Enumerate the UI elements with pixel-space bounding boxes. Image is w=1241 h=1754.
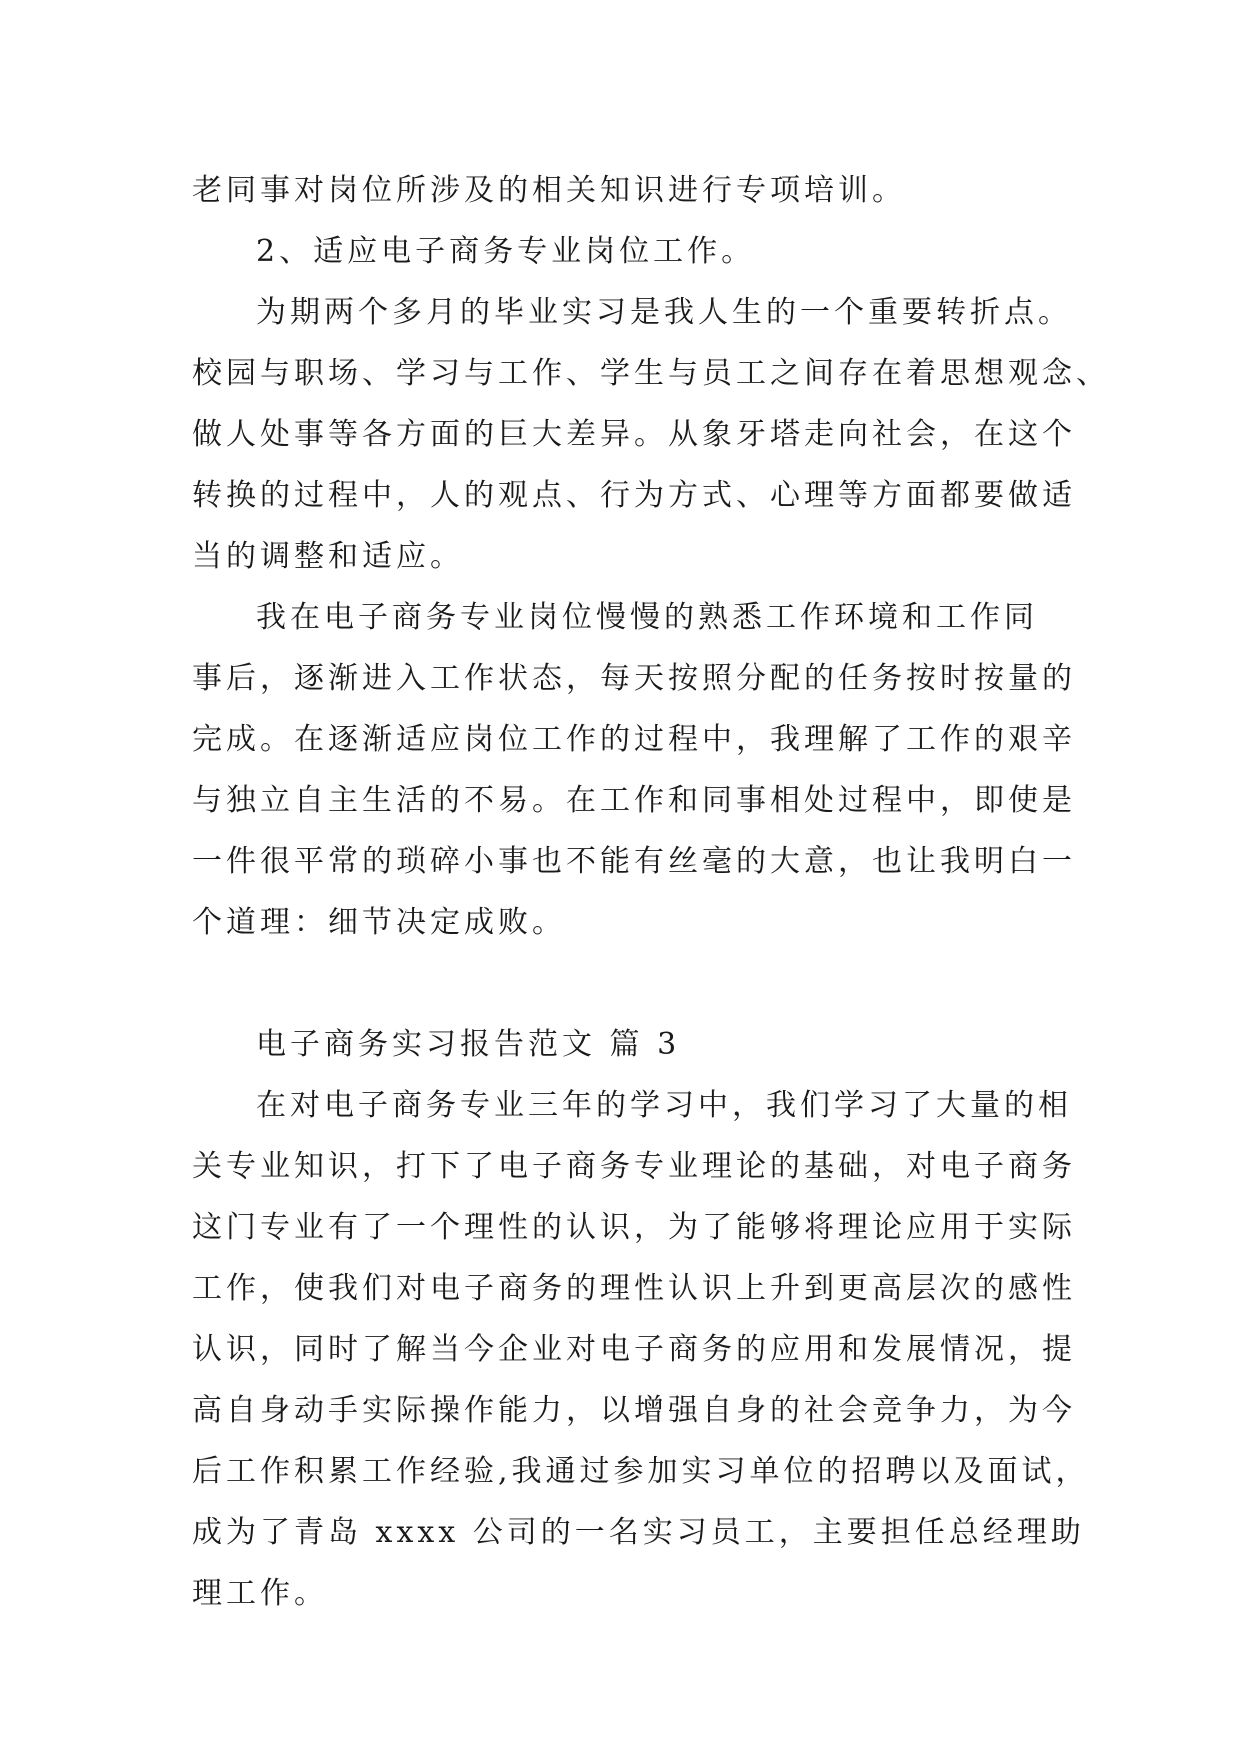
paragraph-line: 当的调整和适应。 (192, 539, 464, 574)
section-title: 电子商务实习报告范文 篇 3 (256, 1027, 681, 1062)
paragraph-line: 认识，同时了解当今企业对电子商务的应用和发展情况，提 (192, 1332, 1076, 1367)
paragraph-line: 完成。在逐渐适应岗位工作的过程中，我理解了工作的艰辛 (192, 722, 1076, 757)
paragraph-line: 工作，使我们对电子商务的理性认识上升到更高层次的感性 (192, 1271, 1076, 1306)
paragraph-line: 这门专业有了一个理性的认识，为了能够将理论应用于实际 (192, 1210, 1076, 1245)
paragraph-line: 后工作积累工作经验,我通过参加实习单位的招聘以及面试， (192, 1454, 1090, 1489)
paragraph-line: 在对电子商务专业三年的学习中，我们学习了大量的相 (256, 1088, 1072, 1123)
section-spacer (192, 953, 1072, 1014)
paragraph-line: 转换的过程中，人的观点、行为方式、心理等方面都要做适 (192, 478, 1076, 513)
paragraph-line: 我在电子商务专业岗位慢慢的熟悉工作环境和工作同 (256, 600, 1038, 635)
paragraph-line: 理工作。 (192, 1576, 328, 1611)
paragraph-line: 高自身动手实际操作能力，以增强自身的社会竞争力，为今 (192, 1393, 1076, 1428)
document-body (192, 160, 1110, 1624)
paragraph-line: 校园与职场、学习与工作、学生与员工之间存在着思想观念、 (192, 356, 1110, 391)
paragraph-line: 个道理：细节决定成败。 (192, 905, 566, 940)
paragraph-line: 做人处事等各方面的巨大差异。从象牙塔走向社会，在这个 (192, 417, 1076, 452)
paragraph-line: 关专业知识，打下了电子商务专业理论的基础，对电子商务 (192, 1149, 1076, 1184)
paragraph-line: 为期两个多月的毕业实习是我人生的一个重要转折点。 (256, 295, 1072, 330)
paragraph-line: 一件很平常的琐碎小事也不能有丝毫的大意，也让我明白一 (192, 844, 1076, 879)
paragraph-line: 成为了青岛 xxxx 公司的一名实习员工，主要担任总经理助 (192, 1515, 1085, 1550)
subheading: 2、适应电子商务专业岗位工作。 (256, 234, 756, 269)
paragraph-line: 与独立自主生活的不易。在工作和同事相处过程中，即使是 (192, 783, 1076, 818)
paragraph-line: 事后，逐渐进入工作状态，每天按照分配的任务按时按量的 (192, 661, 1076, 696)
paragraph-line: 老同事对岗位所涉及的相关知识进行专项培训。 (192, 173, 906, 208)
